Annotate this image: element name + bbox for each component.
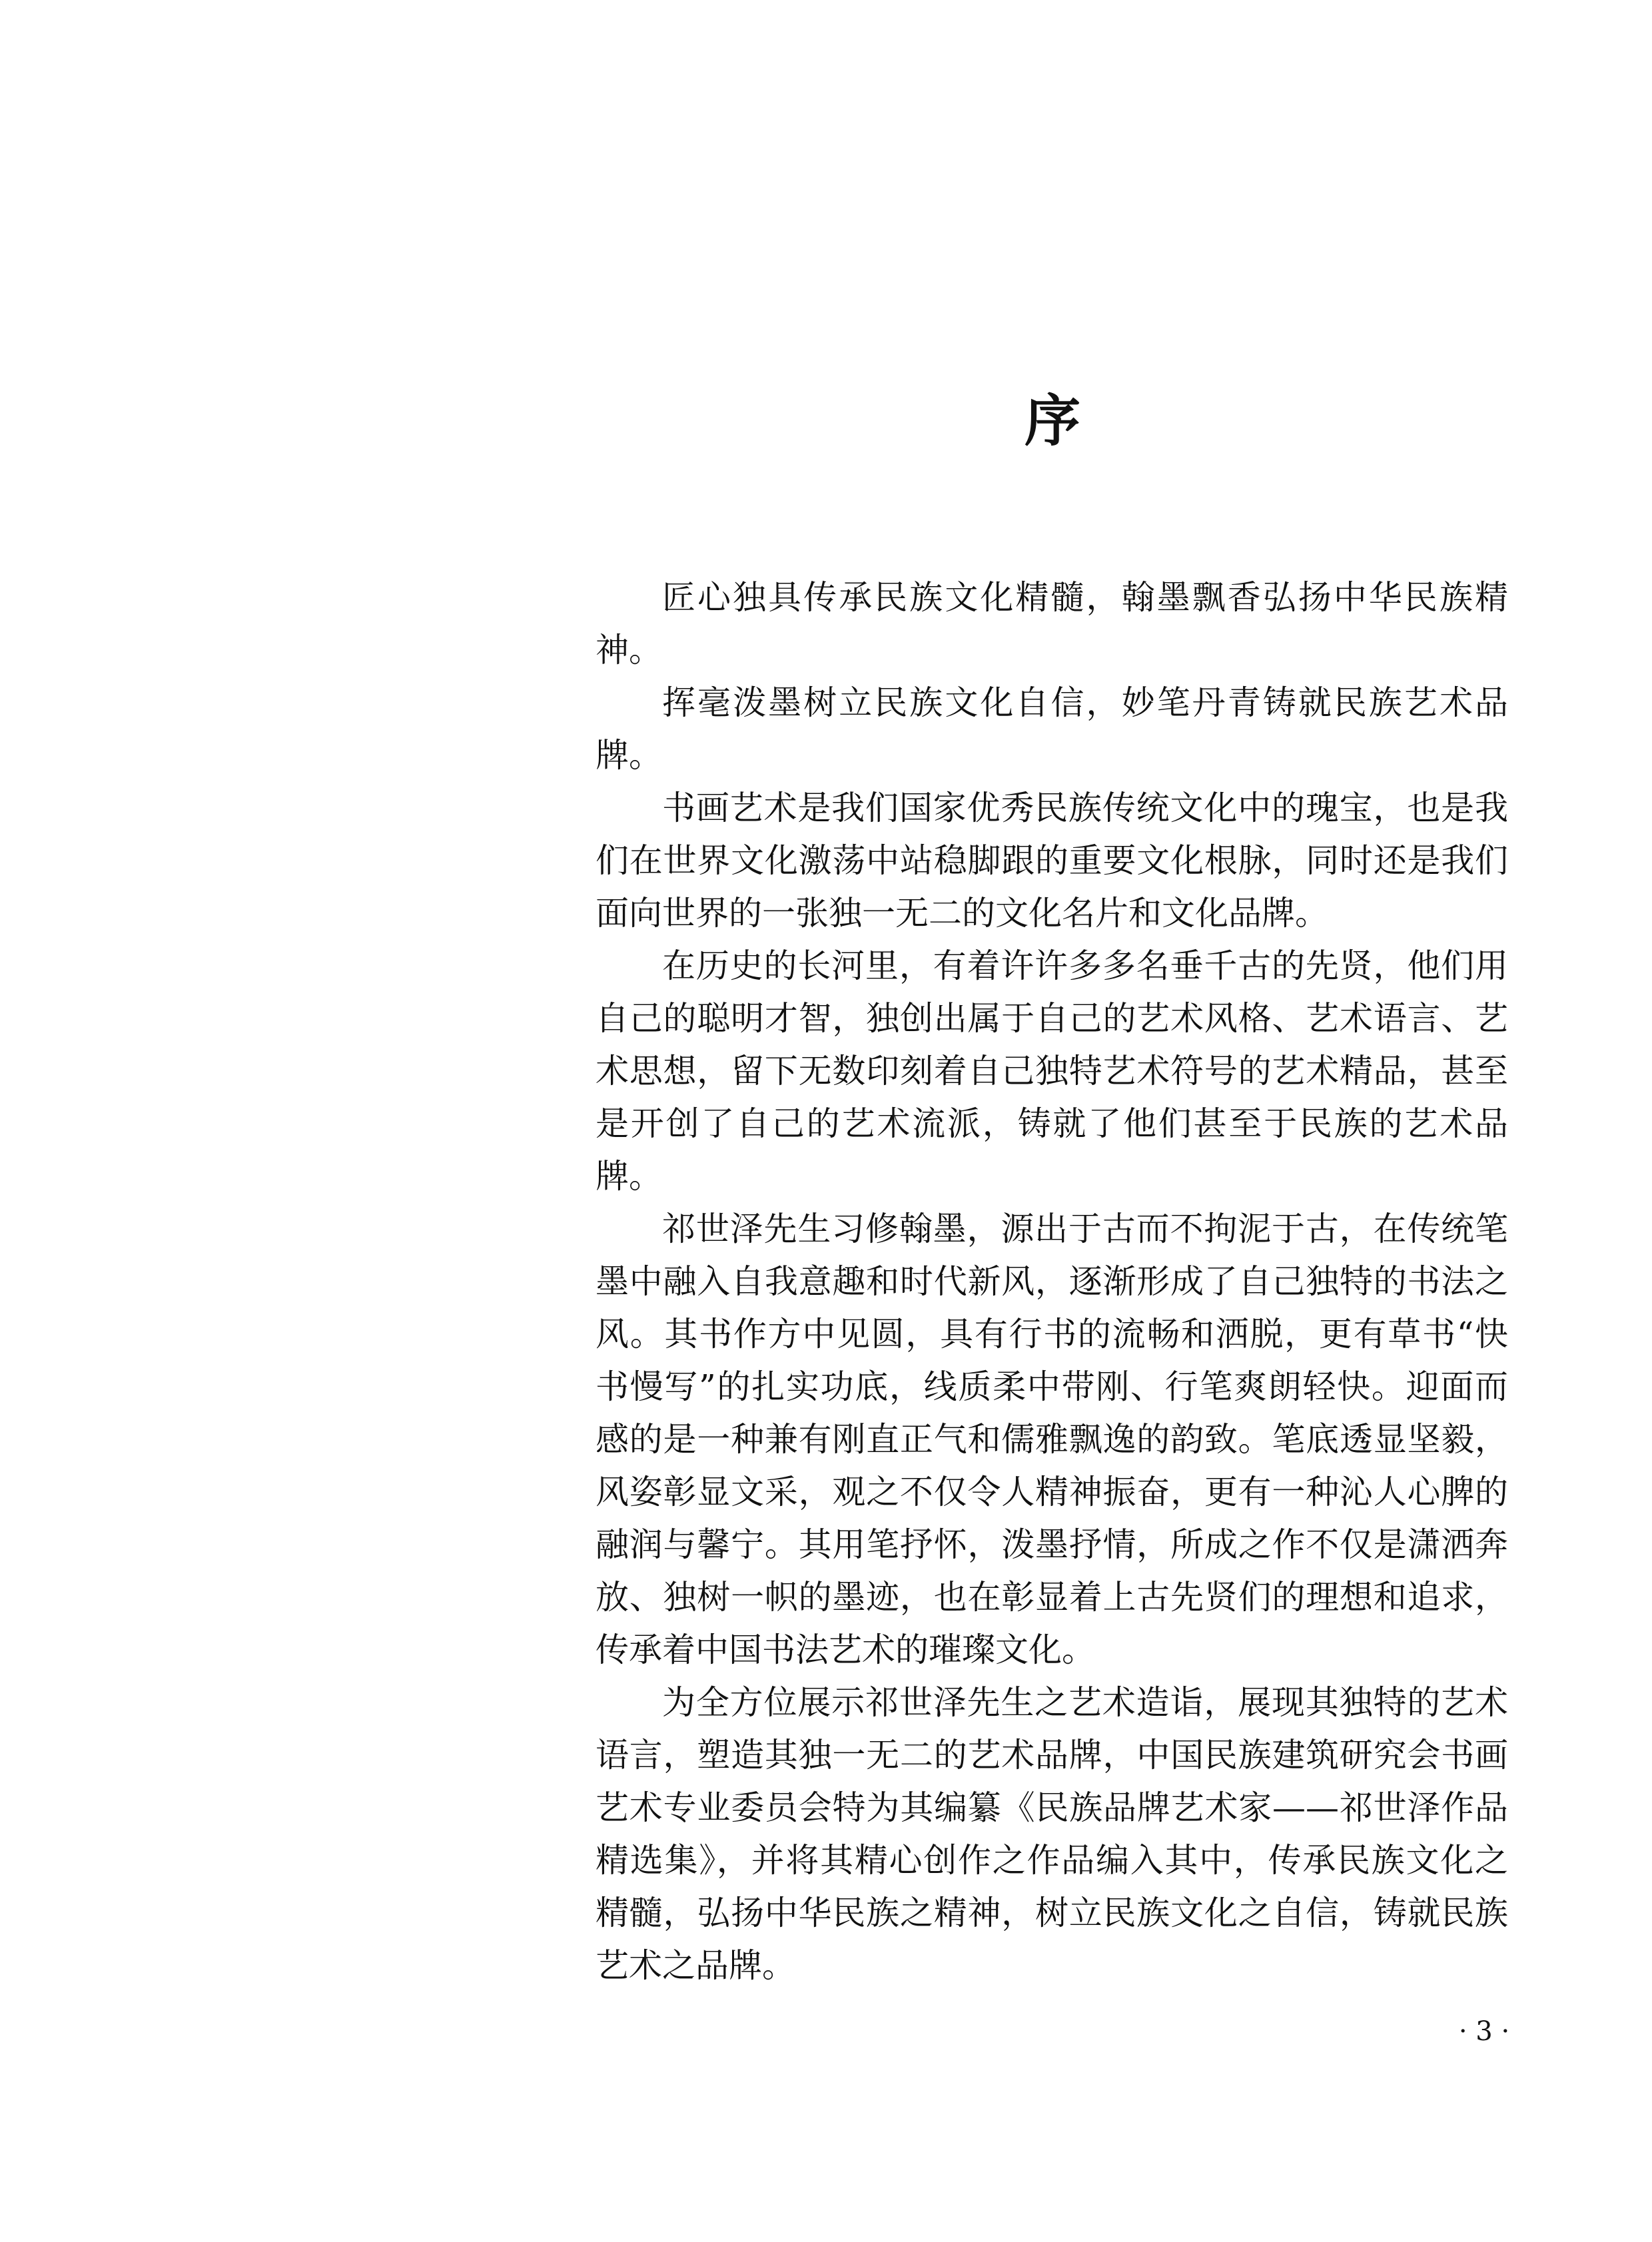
paragraph: 挥毫泼墨树立民族文化自信，妙笔丹青铸就民族艺术品牌。 bbox=[596, 683, 1508, 775]
paragraph: 为全方位展示祁世泽先生之艺术造诣，展现其独特的艺术语言，塑造其独一无二的艺术品牌，中国民族建筑研究会书画艺术专业委员会特为其编纂《民族品牌艺术家——祁世泽作品精选集》，并将其精心创作之作品编入其中，传承民族文化之精髓，弘扬中华民族之精神，树立民族文化之自信，铸就民族艺术之品牌。 bbox=[596, 1683, 1508, 1985]
page-number: · 3 · bbox=[1458, 2016, 1510, 2047]
paragraph: 祁世泽先生习修翰墨，源出于古而不拘泥于古，在传统笔墨中融入自我意趣和时代新风，逐渐形成了自己独特的书法之风。其书作方中见圆，具有行书的流畅和洒脱，更有草书“快书慢写”的扎实功底，线质柔中带刚、行笔爽朗轻快。迎面而感的是一种兼有刚直正气和儒雅飘逸的韵致。笔底透显坚毅，风姿彰显文采，观之不仅令人精神振奋，更有一种沁人心脾的融润与馨宁。其用笔抒怀，泼墨抒情，所成之作不仅是潇洒奔放、独树一帜的墨迹，也在彰显着上古先贤们的理想和追求，传承着中国书法艺术的璀璨文化。 bbox=[596, 1210, 1508, 1669]
paragraph: 书画艺术是我们国家优秀民族传统文化中的瑰宝，也是我们在世界文化激荡中站稳脚跟的重要文化根脉，同时还是我们面向世界的一张独一无二的文化名片和文化品牌。 bbox=[596, 789, 1508, 933]
preface-body bbox=[596, 571, 1508, 1992]
paragraph: 在历史的长河里，有着许许多多名垂千古的先贤，他们用自己的聪明才智，独创出属于自己的艺术风格、艺术语言、艺术思想，留下无数印刻着自己独特艺术符号的艺术精品，甚至是开创了自己的艺术流派，铸就了他们甚至于民族的艺术品牌。 bbox=[596, 946, 1508, 1196]
paragraph: 匠心独具传承民族文化精髓，翰墨飘香弘扬中华民族精神。 bbox=[596, 578, 1508, 669]
page-title: 序 bbox=[1024, 388, 1080, 454]
